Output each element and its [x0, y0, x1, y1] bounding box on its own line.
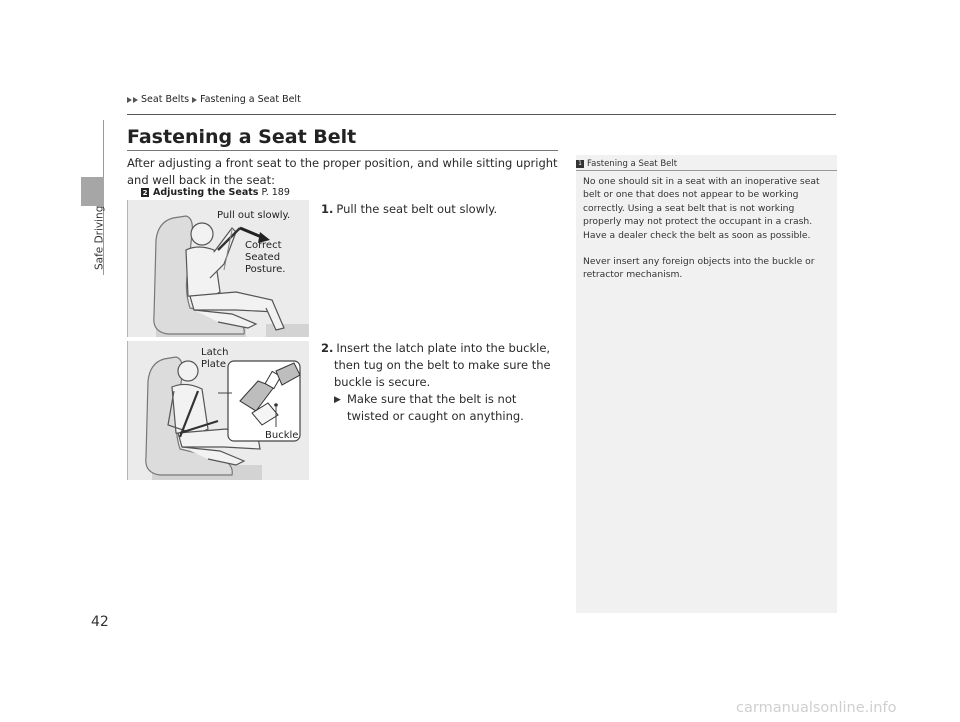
watermark: carmanualsonline.info [736, 700, 897, 716]
side-note-paragraph: Never insert any foreign objects into the buckle or retractor mechanism. [583, 256, 815, 281]
cross-reference-link[interactable] [141, 187, 290, 198]
step-number: 2. [321, 341, 334, 355]
section-tab-marker [81, 177, 104, 206]
side-note-title: Fastening a Seat Belt [587, 158, 678, 169]
step-number: 1. [321, 202, 334, 216]
page-title: Fastening a Seat Belt [127, 126, 357, 148]
callout-pull-out-slowly: Pull out slowly. [217, 210, 291, 221]
step-2 [321, 340, 557, 425]
step-1 [321, 201, 497, 218]
header-rule [127, 114, 836, 115]
breadcrumb-item[interactable]: Fastening a Seat Belt [200, 94, 301, 105]
page-number: 42 [91, 614, 109, 630]
step-substep [321, 391, 557, 425]
intro-paragraph: After adjusting a front seat to the proper position, and while sitting upright and well back in the seat: [127, 156, 558, 187]
note-marker-icon: 1 [576, 160, 584, 168]
cross-reference-page: P. 189 [261, 187, 290, 198]
side-note-paragraph: No one should sit in a seat with an inoperative seat belt or one that does not appear to be working correctly. Using a seat belt that is not working properly may not protect the occupant in a crash. Have a dealer check the belt as soon as possible. [583, 176, 820, 241]
side-note-header [576, 157, 837, 171]
breadcrumb [127, 94, 304, 105]
step-main [321, 340, 557, 391]
figure-pull-belt [127, 200, 309, 337]
substep-arrow-icon: ▶ [334, 395, 341, 405]
breadcrumb-arrow-icon [192, 97, 197, 103]
callout-correct-posture: Correct Seated Posture. [245, 240, 286, 275]
breadcrumb-arrow-icon [133, 97, 138, 103]
section-label: Safe Driving [93, 205, 106, 270]
title-rule [127, 150, 558, 151]
cross-reference-label: Adjusting the Seats [153, 187, 259, 198]
step-text: Pull the seat belt out slowly. [336, 202, 498, 216]
callout-buckle: Buckle [265, 430, 299, 441]
side-note-body [583, 175, 827, 295]
substep-text: Make sure that the belt is not twisted or caught on anything. [347, 392, 524, 423]
callout-latch-plate: Latch Plate [201, 347, 229, 370]
figure-insert-latch [127, 341, 309, 480]
cross-reference-icon: 2 [142, 188, 148, 197]
step-text: Insert the latch plate into the buckle, then tug on the belt to make sure the buckle is secure. [334, 341, 551, 389]
breadcrumb-arrow-icon [127, 97, 132, 103]
breadcrumb-item[interactable]: Seat Belts [141, 94, 190, 105]
